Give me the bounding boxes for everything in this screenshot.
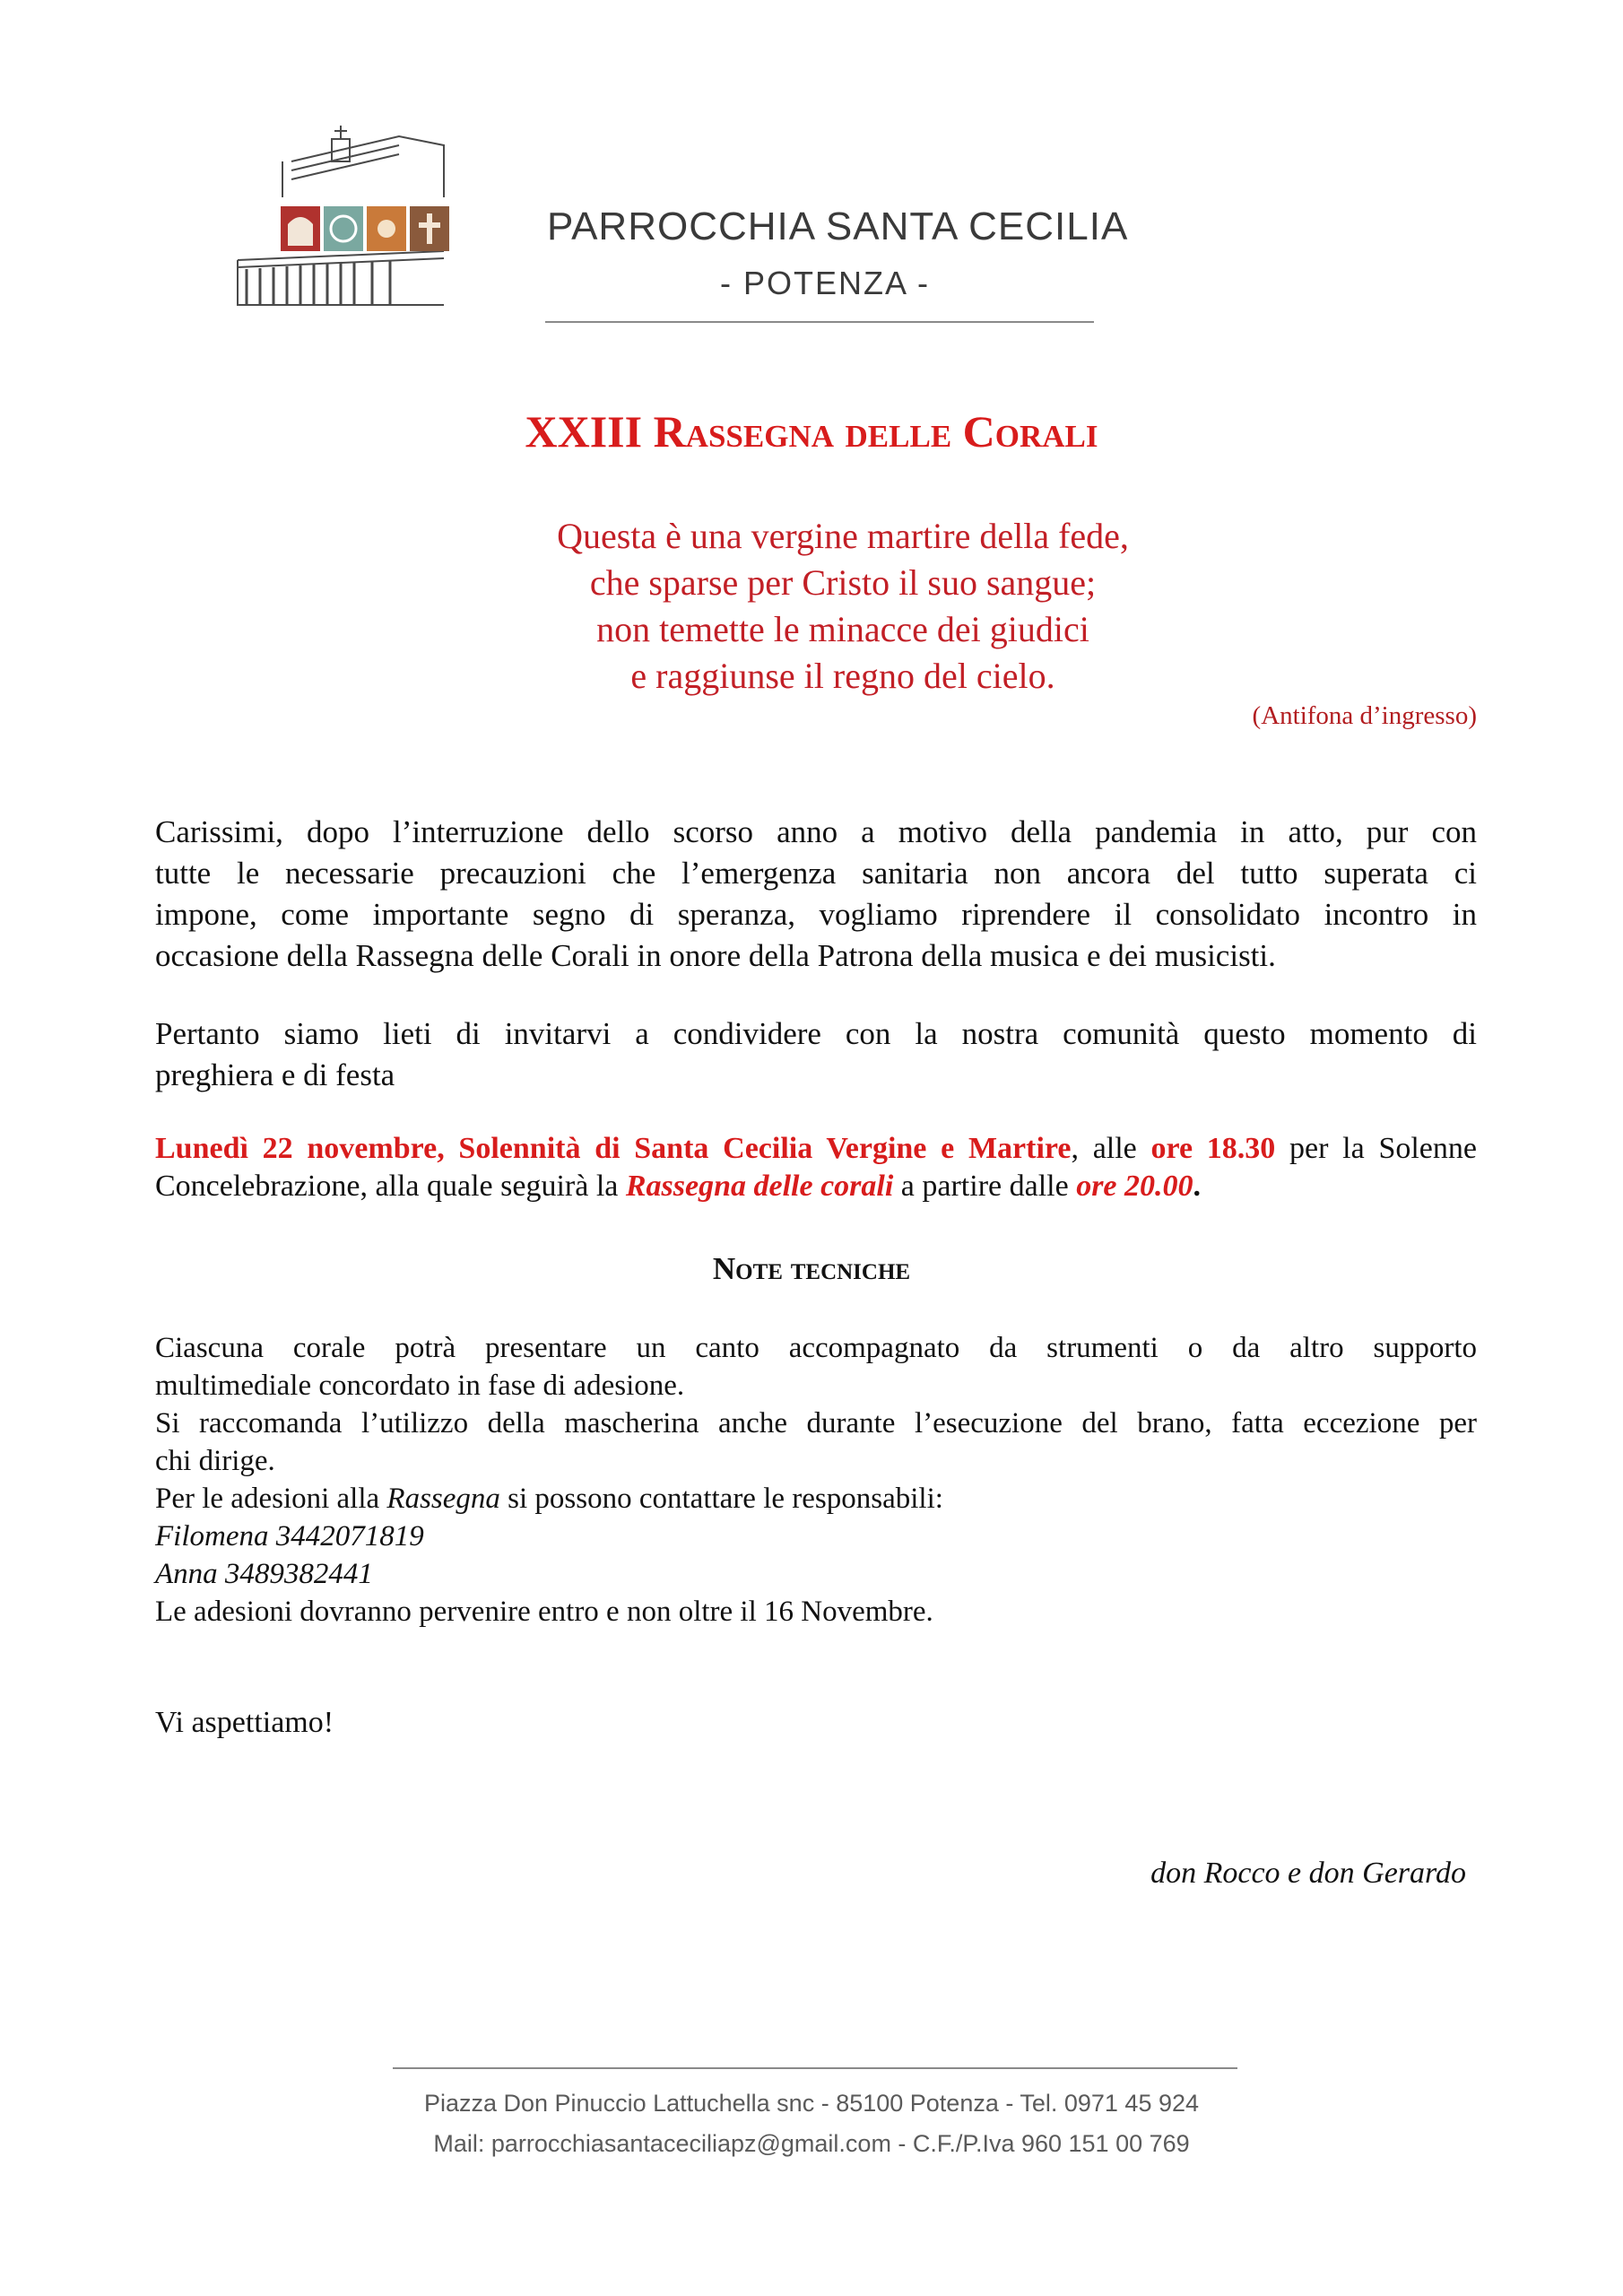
rassegna-name: Rassegna delle corali — [625, 1170, 894, 1203]
rassegna-time: ore 20.00 — [1076, 1170, 1193, 1203]
event-line — [155, 1168, 1477, 1205]
paragraph-line: impone, come importante segno di speranza, vogliamo riprendere il consolidato incontro in — [155, 897, 1477, 932]
contact-filomena: Filomena 3442071819 — [155, 1520, 424, 1552]
technical-notes — [155, 1329, 1477, 1631]
quote-source: (Antifona d’ingresso) — [1252, 701, 1477, 730]
paragraph-line: preghiera e di festa — [155, 1057, 395, 1092]
event-line — [155, 1130, 1477, 1168]
event-text: Concelebrazione, alla quale seguirà la — [155, 1170, 626, 1203]
parish-logo — [229, 126, 462, 327]
quote-line: che sparse per Cristo il suo sangue; — [589, 562, 1097, 603]
paragraph-line: Pertanto siamo lieti di invitarvi a condividere con la nostra comunità questo momento di — [155, 1016, 1477, 1051]
invite-paragraph — [155, 1013, 1477, 1096]
notes-heading: Note tecniche — [712, 1251, 911, 1286]
footer-mail: Mail: parrocchiasantaceciliapz@gmail.com - C.F./P.Iva 960 151 00 769 — [433, 2130, 1190, 2157]
event-paragraph — [155, 1130, 1477, 1205]
parish-city: - POTENZA - — [719, 265, 930, 301]
closing-greeting: Vi aspettiamo! — [155, 1706, 334, 1739]
event-text: , alle — [1071, 1132, 1151, 1165]
paragraph-line: occasione della Rassegna delle Corali in onore della Patrona della musica e dei musicisti. — [155, 938, 1276, 973]
notes-text: si possono contattare le responsabili: — [499, 1483, 943, 1515]
event-text: . — [1193, 1170, 1202, 1203]
quote-line: Questa è una vergine martire della fede, — [557, 516, 1129, 556]
paragraph-line: tutte le necessarie precauzioni che l’emergenza sanitaria non ancora del tutto superata ci — [155, 856, 1477, 891]
notes-line — [155, 1480, 1477, 1518]
intro-paragraph — [155, 812, 1477, 977]
event-date-feast: Lunedì 22 novembre, Solennità di Santa Cecilia Vergine e Martire — [155, 1132, 1072, 1165]
document-title: XXIII Rassegna delle Corali — [525, 406, 1098, 457]
notes-line: multimediale concordato in fase di adesione. — [155, 1370, 685, 1402]
parish-name: PARROCCHIA SANTA CECILIA — [547, 204, 1129, 248]
notes-text-italic: Rassegna — [386, 1483, 500, 1515]
event-text: a partire dalle — [893, 1170, 1077, 1203]
event-text: per la Solenne — [1275, 1132, 1477, 1165]
footer-address: Piazza Don Pinuccio Lattuchella snc - 85100 Potenza - Tel. 0971 45 924 — [423, 2090, 1200, 2117]
mass-time: ore 18.30 — [1150, 1132, 1276, 1165]
header-divider — [545, 321, 1094, 323]
notes-line: chi dirige. — [155, 1445, 275, 1477]
quote-line: e raggiunse il regno del cielo. — [630, 656, 1055, 696]
notes-line: Ciascuna corale potrà presentare un canto accompagnato da strumenti o da altro supporto — [155, 1332, 1477, 1364]
signature: don Rocco e don Gerardo — [1150, 1857, 1466, 1890]
paragraph-line: Carissimi, dopo l’interruzione dello scorso anno a motivo della pandemia in atto, pur con — [155, 814, 1477, 849]
contact-anna: Anna 3489382441 — [155, 1558, 373, 1590]
footer-divider — [393, 2067, 1237, 2069]
notes-line: Si raccomanda l’utilizzo della mascherina anche durante l’esecuzione del brano, fatta eccezione per — [155, 1407, 1477, 1439]
notes-text: Per le adesioni alla — [155, 1483, 387, 1515]
deadline-line: Le adesioni dovranno pervenire entro e non oltre il 16 Novembre. — [155, 1596, 933, 1628]
quote-line: non temette le minacce dei giudici — [596, 609, 1089, 649]
antiphon-quote — [341, 513, 1345, 700]
